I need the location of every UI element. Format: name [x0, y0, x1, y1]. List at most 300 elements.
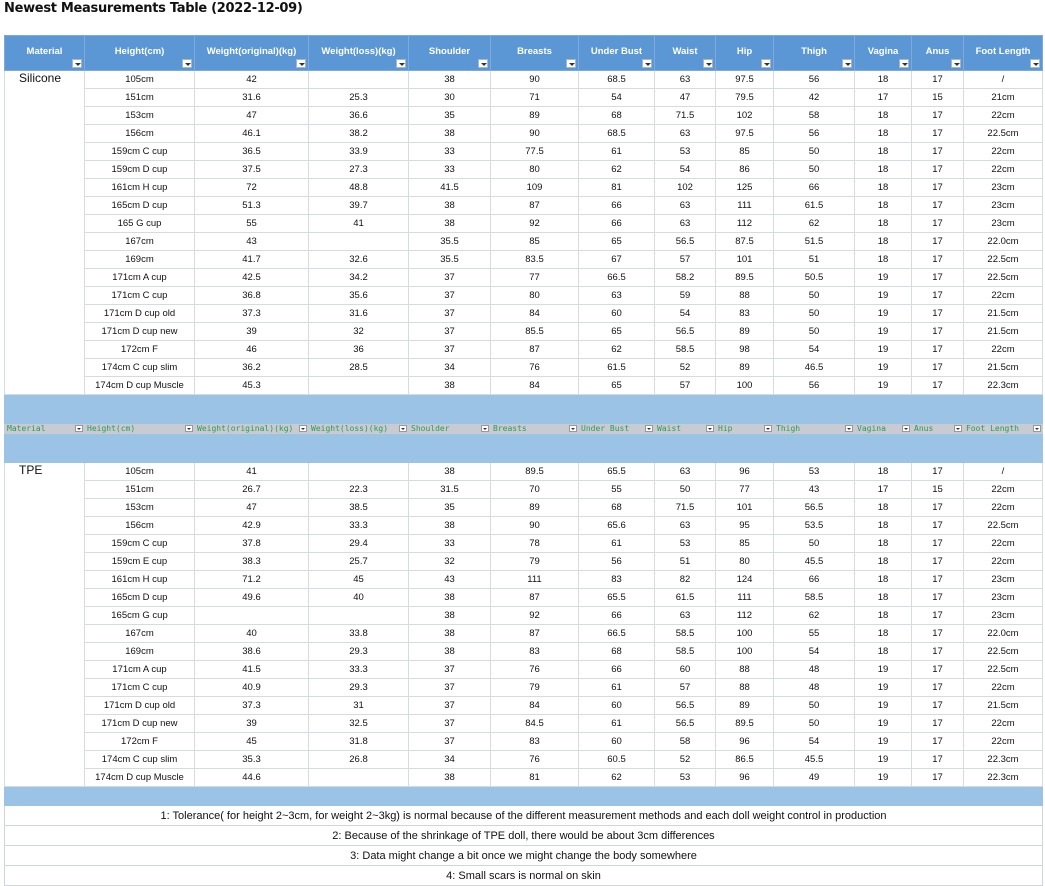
cell-vagina: 18	[855, 71, 912, 89]
cell-foot-length: 22.5cm	[964, 125, 1043, 143]
cell-waist: 53	[655, 143, 716, 161]
cell-under-bust: 65.5	[579, 589, 655, 607]
cell-hip: 100	[716, 643, 774, 661]
cell-waist: 63	[655, 607, 716, 625]
cell-hip: 77	[716, 481, 774, 499]
cell-foot-length: 22cm	[964, 715, 1043, 733]
repeated-column-header-hip: Hip	[716, 424, 774, 434]
cell-waist: 63	[655, 71, 716, 89]
cell-vagina: 17	[855, 89, 912, 107]
cell-vagina: 19	[855, 751, 912, 769]
cell-vagina: 19	[855, 661, 912, 679]
cell-anus: 17	[912, 287, 964, 305]
cell-weight-loss-kg: 48.8	[309, 179, 409, 197]
cell-hip: 89	[716, 697, 774, 715]
cell-waist: 58.5	[655, 643, 716, 661]
cell-vagina: 18	[855, 643, 912, 661]
cell-weight-loss-kg: 33.9	[309, 143, 409, 161]
cell-anus: 17	[912, 377, 964, 395]
cell-weight-loss-kg: 32.5	[309, 715, 409, 733]
cell-weight-loss-kg: 33.8	[309, 625, 409, 643]
cell-hip: 89.5	[716, 715, 774, 733]
cell-shoulder: 37	[409, 679, 491, 697]
filter-dropdown-icon[interactable]	[954, 425, 962, 432]
cell-breasts: 85.5	[491, 323, 579, 341]
filter-dropdown-icon[interactable]	[951, 59, 961, 68]
cell-weight-loss-kg	[309, 377, 409, 395]
cell-waist: 63	[655, 125, 716, 143]
cell-under-bust: 60	[579, 733, 655, 751]
cell-waist: 102	[655, 179, 716, 197]
column-header-waist	[655, 36, 716, 71]
cell-waist: 61.5	[655, 589, 716, 607]
cell-breasts: 90	[491, 71, 579, 89]
cell-shoulder: 37	[409, 269, 491, 287]
table-row	[5, 143, 1043, 161]
cell-thigh: 48	[774, 679, 855, 697]
cell-weight-original-kg: 71.2	[195, 571, 309, 589]
filter-dropdown-icon[interactable]	[182, 59, 192, 68]
cell-under-bust: 68	[579, 107, 655, 125]
cell-shoulder: 34	[409, 359, 491, 377]
cell-vagina: 18	[855, 125, 912, 143]
table-row	[5, 125, 1043, 143]
table-row	[5, 625, 1043, 643]
cell-foot-length: 22.3cm	[964, 377, 1043, 395]
note-text: 3: Data might change a bit once we might change the body somewhere	[5, 846, 1043, 866]
table-row	[5, 71, 1043, 89]
cell-height-cm: 174cm C cup slim	[85, 359, 195, 377]
cell-anus: 17	[912, 625, 964, 643]
table-row	[5, 197, 1043, 215]
cell-shoulder: 38	[409, 125, 491, 143]
cell-height-cm: 165cm D cup	[85, 589, 195, 607]
cell-under-bust: 66.5	[579, 625, 655, 643]
cell-vagina: 18	[855, 215, 912, 233]
cell-vagina: 19	[855, 323, 912, 341]
cell-vagina: 19	[855, 377, 912, 395]
cell-hip: 112	[716, 607, 774, 625]
column-header-vagina	[855, 36, 912, 71]
cell-weight-original-kg: 36.5	[195, 143, 309, 161]
cell-under-bust: 55	[579, 481, 655, 499]
cell-hip: 79.5	[716, 89, 774, 107]
cell-weight-loss-kg: 31	[309, 697, 409, 715]
repeated-column-header-height-cm: Height(cm)	[85, 424, 195, 434]
cell-thigh: 54	[774, 643, 855, 661]
cell-foot-length: 22cm	[964, 341, 1043, 359]
column-header-label: Thigh	[801, 45, 827, 57]
cell-breasts: 90	[491, 125, 579, 143]
cell-height-cm: 151cm	[85, 89, 195, 107]
cell-height-cm: 165cm D cup	[85, 197, 195, 215]
filter-dropdown-icon[interactable]	[703, 59, 713, 68]
filter-dropdown-icon[interactable]	[72, 59, 82, 68]
cell-hip: 112	[716, 215, 774, 233]
cell-hip: 89	[716, 359, 774, 377]
cell-hip: 88	[716, 661, 774, 679]
cell-height-cm: 172cm F	[85, 733, 195, 751]
cell-weight-original-kg: 41.5	[195, 661, 309, 679]
cell-weight-loss-kg: 35.6	[309, 287, 409, 305]
filter-dropdown-icon[interactable]	[845, 425, 853, 432]
cell-waist: 71.5	[655, 499, 716, 517]
table-row	[5, 305, 1043, 323]
cell-vagina: 18	[855, 607, 912, 625]
cell-foot-length: /	[964, 463, 1043, 481]
table-row	[5, 535, 1043, 553]
cell-weight-original-kg: 41	[195, 463, 309, 481]
cell-foot-length: 21.5cm	[964, 697, 1043, 715]
cell-thigh: 51	[774, 251, 855, 269]
cell-waist: 59	[655, 287, 716, 305]
cell-hip: 88	[716, 287, 774, 305]
cell-height-cm: 169cm	[85, 643, 195, 661]
cell-anus: 17	[912, 251, 964, 269]
cell-under-bust: 66	[579, 661, 655, 679]
cell-under-bust: 65.5	[579, 463, 655, 481]
table-row	[5, 697, 1043, 715]
cell-anus: 17	[912, 643, 964, 661]
cell-under-bust: 61	[579, 535, 655, 553]
filter-dropdown-icon[interactable]	[478, 59, 488, 68]
cell-weight-loss-kg: 22.3	[309, 481, 409, 499]
cell-weight-loss-kg: 38.2	[309, 125, 409, 143]
cell-vagina: 18	[855, 179, 912, 197]
cell-hip: 88	[716, 679, 774, 697]
cell-height-cm: 159cm C cup	[85, 143, 195, 161]
cell-hip: 102	[716, 107, 774, 125]
column-header-label: Hip	[736, 45, 753, 57]
column-header-label: Weight(original)(kg)	[206, 45, 297, 57]
cell-foot-length: 21cm	[964, 89, 1043, 107]
cell-shoulder: 31.5	[409, 481, 491, 499]
cell-anus: 17	[912, 499, 964, 517]
cell-waist: 82	[655, 571, 716, 589]
cell-thigh: 43	[774, 481, 855, 499]
cell-waist: 57	[655, 251, 716, 269]
cell-foot-length: 22.3cm	[964, 751, 1043, 769]
table-row	[5, 341, 1043, 359]
cell-shoulder: 37	[409, 715, 491, 733]
cell-vagina: 19	[855, 269, 912, 287]
cell-foot-length: 22.5cm	[964, 269, 1043, 287]
cell-shoulder: 43	[409, 571, 491, 589]
repeated-column-header-weight-loss-kg: Weight(loss)(kg)	[309, 424, 409, 434]
cell-anus: 17	[912, 571, 964, 589]
cell-shoulder: 35	[409, 499, 491, 517]
filter-dropdown-icon[interactable]	[566, 59, 576, 68]
cell-shoulder: 37	[409, 305, 491, 323]
cell-breasts: 89	[491, 499, 579, 517]
cell-height-cm: 174cm D cup Muscle	[85, 769, 195, 787]
cell-under-bust: 62	[579, 769, 655, 787]
cell-under-bust: 54	[579, 89, 655, 107]
cell-anus: 17	[912, 323, 964, 341]
cell-hip: 86.5	[716, 751, 774, 769]
cell-weight-original-kg: 42.9	[195, 517, 309, 535]
cell-hip: 89.5	[716, 269, 774, 287]
cell-weight-loss-kg: 33.3	[309, 517, 409, 535]
cell-under-bust: 66.5	[579, 269, 655, 287]
cell-waist: 58.2	[655, 269, 716, 287]
cell-anus: 17	[912, 305, 964, 323]
cell-vagina: 18	[855, 233, 912, 251]
cell-height-cm: 161cm H cup	[85, 179, 195, 197]
cell-anus: 15	[912, 481, 964, 499]
cell-height-cm: 174cm D cup Muscle	[85, 377, 195, 395]
cell-thigh: 50	[774, 305, 855, 323]
cell-waist: 54	[655, 161, 716, 179]
cell-weight-original-kg: 46.1	[195, 125, 309, 143]
cell-height-cm: 159cm E cup	[85, 553, 195, 571]
filter-dropdown-icon[interactable]	[399, 425, 407, 432]
cell-waist: 57	[655, 679, 716, 697]
cell-weight-original-kg: 26.7	[195, 481, 309, 499]
cell-vagina: 18	[855, 251, 912, 269]
cell-shoulder: 37	[409, 287, 491, 305]
cell-waist: 53	[655, 769, 716, 787]
filter-dropdown-icon[interactable]	[645, 425, 653, 432]
cell-thigh: 49	[774, 769, 855, 787]
cell-weight-loss-kg: 39.7	[309, 197, 409, 215]
cell-shoulder: 38	[409, 377, 491, 395]
cell-anus: 17	[912, 751, 964, 769]
filter-dropdown-icon[interactable]	[642, 59, 652, 68]
cell-anus: 17	[912, 553, 964, 571]
filter-dropdown-icon[interactable]	[299, 425, 307, 432]
cell-shoulder: 41.5	[409, 179, 491, 197]
cell-vagina: 18	[855, 107, 912, 125]
cell-hip: 85	[716, 143, 774, 161]
cell-weight-original-kg: 38.3	[195, 553, 309, 571]
column-header-label: Breasts	[517, 45, 552, 57]
table-row	[5, 769, 1043, 787]
cell-foot-length: 22cm	[964, 143, 1043, 161]
cell-thigh: 50	[774, 161, 855, 179]
repeated-column-header-anus: Anus	[912, 424, 964, 434]
cell-foot-length: 23cm	[964, 179, 1043, 197]
cell-foot-length: /	[964, 71, 1043, 89]
cell-thigh: 66	[774, 179, 855, 197]
cell-weight-loss-kg: 29.3	[309, 679, 409, 697]
cell-shoulder: 38	[409, 607, 491, 625]
table-row	[5, 179, 1043, 197]
cell-weight-loss-kg: 32	[309, 323, 409, 341]
cell-height-cm: 156cm	[85, 125, 195, 143]
cell-shoulder: 38	[409, 463, 491, 481]
cell-hip: 95	[716, 517, 774, 535]
filter-dropdown-icon[interactable]	[396, 59, 406, 68]
repeated-column-header-weight-original-kg: Weight(original)(kg)	[195, 424, 309, 434]
cell-shoulder: 38	[409, 517, 491, 535]
filter-dropdown-icon[interactable]	[569, 425, 577, 432]
cell-weight-loss-kg: 28.5	[309, 359, 409, 377]
repeated-column-header-breasts: Breasts	[491, 424, 579, 434]
header-row	[5, 36, 1043, 71]
table-row	[5, 359, 1043, 377]
material-cell: TPE	[5, 463, 85, 787]
cell-breasts: 77	[491, 269, 579, 287]
section-spacer	[5, 787, 1043, 806]
cell-under-bust: 62	[579, 161, 655, 179]
cell-height-cm: 161cm H cup	[85, 571, 195, 589]
cell-weight-original-kg: 55	[195, 215, 309, 233]
cell-shoulder: 37	[409, 733, 491, 751]
cell-vagina: 19	[855, 341, 912, 359]
table-row	[5, 89, 1043, 107]
cell-waist: 47	[655, 89, 716, 107]
cell-hip: 125	[716, 179, 774, 197]
cell-thigh: 54	[774, 341, 855, 359]
cell-shoulder: 35	[409, 107, 491, 125]
cell-vagina: 18	[855, 589, 912, 607]
cell-thigh: 48	[774, 661, 855, 679]
cell-anus: 17	[912, 517, 964, 535]
cell-weight-original-kg: 40	[195, 625, 309, 643]
cell-shoulder: 33	[409, 535, 491, 553]
cell-anus: 17	[912, 233, 964, 251]
cell-shoulder: 35.5	[409, 233, 491, 251]
cell-under-bust: 61	[579, 715, 655, 733]
cell-hip: 101	[716, 499, 774, 517]
filter-dropdown-icon[interactable]	[764, 425, 772, 432]
filter-dropdown-icon[interactable]	[899, 59, 909, 68]
cell-breasts: 109	[491, 179, 579, 197]
cell-vagina: 18	[855, 197, 912, 215]
cell-weight-original-kg: 39	[195, 323, 309, 341]
cell-foot-length: 22.5cm	[964, 251, 1043, 269]
cell-height-cm: 171cm D cup old	[85, 697, 195, 715]
cell-hip: 80	[716, 553, 774, 571]
cell-height-cm: 171cm C cup	[85, 679, 195, 697]
filter-dropdown-icon[interactable]	[481, 425, 489, 432]
column-header-shoulder	[409, 36, 491, 71]
cell-anus: 17	[912, 269, 964, 287]
cell-waist: 57	[655, 377, 716, 395]
cell-hip: 97.5	[716, 71, 774, 89]
filter-dropdown-icon[interactable]	[761, 59, 771, 68]
cell-under-bust: 61.5	[579, 359, 655, 377]
filter-dropdown-icon[interactable]	[706, 425, 714, 432]
cell-height-cm: 153cm	[85, 107, 195, 125]
filter-dropdown-icon[interactable]	[185, 425, 193, 432]
column-header-weight-original-kg	[195, 36, 309, 71]
cell-height-cm: 171cm D cup old	[85, 305, 195, 323]
table-row	[5, 323, 1043, 341]
table-row	[5, 233, 1043, 251]
table-row	[5, 733, 1043, 751]
repeated-column-header-material: Material	[5, 424, 85, 434]
cell-vagina: 18	[855, 571, 912, 589]
cell-hip: 100	[716, 377, 774, 395]
filter-dropdown-icon[interactable]	[296, 59, 306, 68]
column-header-label: Waist	[672, 45, 698, 57]
column-header-foot-length	[964, 36, 1043, 71]
filter-dropdown-icon[interactable]	[1030, 59, 1040, 68]
cell-under-bust: 65	[579, 323, 655, 341]
cell-vagina: 19	[855, 679, 912, 697]
cell-waist: 58.5	[655, 341, 716, 359]
repeated-column-header-thigh: Thigh	[774, 424, 855, 434]
cell-thigh: 56.5	[774, 499, 855, 517]
cell-waist: 58.5	[655, 625, 716, 643]
cell-thigh: 55	[774, 625, 855, 643]
filter-dropdown-icon[interactable]	[902, 425, 910, 432]
cell-weight-original-kg: 45.3	[195, 377, 309, 395]
cell-anus: 17	[912, 161, 964, 179]
cell-weight-original-kg: 42	[195, 71, 309, 89]
cell-foot-length: 22cm	[964, 535, 1043, 553]
table-row	[5, 571, 1043, 589]
cell-foot-length: 22cm	[964, 733, 1043, 751]
column-header-label: Shoulder	[428, 45, 471, 57]
repeated-column-header-shoulder: Shoulder	[409, 424, 491, 434]
cell-anus: 17	[912, 179, 964, 197]
column-header-thigh	[774, 36, 855, 71]
cell-anus: 17	[912, 215, 964, 233]
cell-weight-original-kg: 36.8	[195, 287, 309, 305]
cell-anus: 17	[912, 341, 964, 359]
cell-weight-loss-kg: 36.6	[309, 107, 409, 125]
table-row	[5, 499, 1043, 517]
cell-under-bust: 61	[579, 143, 655, 161]
cell-breasts: 84	[491, 305, 579, 323]
cell-weight-loss-kg: 29.4	[309, 535, 409, 553]
cell-under-bust: 65.6	[579, 517, 655, 535]
cell-foot-length: 23cm	[964, 589, 1043, 607]
filter-dropdown-icon[interactable]	[1033, 425, 1041, 432]
column-header-label: Height(cm)	[114, 45, 165, 57]
cell-shoulder: 33	[409, 143, 491, 161]
cell-height-cm: 153cm	[85, 499, 195, 517]
cell-hip: 85	[716, 535, 774, 553]
cell-height-cm: 165 G cup	[85, 215, 195, 233]
table-row	[5, 715, 1043, 733]
cell-vagina: 18	[855, 517, 912, 535]
cell-hip: 100	[716, 625, 774, 643]
measurements-table	[4, 35, 1043, 886]
cell-under-bust: 60.5	[579, 751, 655, 769]
cell-breasts: 76	[491, 751, 579, 769]
cell-vagina: 18	[855, 499, 912, 517]
cell-waist: 52	[655, 359, 716, 377]
cell-weight-loss-kg: 33.3	[309, 661, 409, 679]
cell-under-bust: 83	[579, 571, 655, 589]
cell-breasts: 70	[491, 481, 579, 499]
cell-weight-original-kg: 72	[195, 179, 309, 197]
cell-weight-original-kg: 42.5	[195, 269, 309, 287]
cell-under-bust: 66	[579, 197, 655, 215]
filter-dropdown-icon[interactable]	[75, 425, 83, 432]
cell-under-bust: 68	[579, 643, 655, 661]
cell-thigh: 51.5	[774, 233, 855, 251]
cell-anus: 17	[912, 463, 964, 481]
cell-foot-length: 22cm	[964, 481, 1043, 499]
cell-under-bust: 68	[579, 499, 655, 517]
table-row	[5, 481, 1043, 499]
cell-weight-original-kg: 47	[195, 107, 309, 125]
cell-weight-original-kg: 37.8	[195, 535, 309, 553]
cell-breasts: 78	[491, 535, 579, 553]
cell-breasts: 79	[491, 553, 579, 571]
cell-weight-loss-kg: 29.3	[309, 643, 409, 661]
column-header-breasts	[491, 36, 579, 71]
note-row	[5, 806, 1043, 826]
cell-weight-loss-kg: 31.8	[309, 733, 409, 751]
table-row	[5, 251, 1043, 269]
filter-dropdown-icon[interactable]	[842, 59, 852, 68]
